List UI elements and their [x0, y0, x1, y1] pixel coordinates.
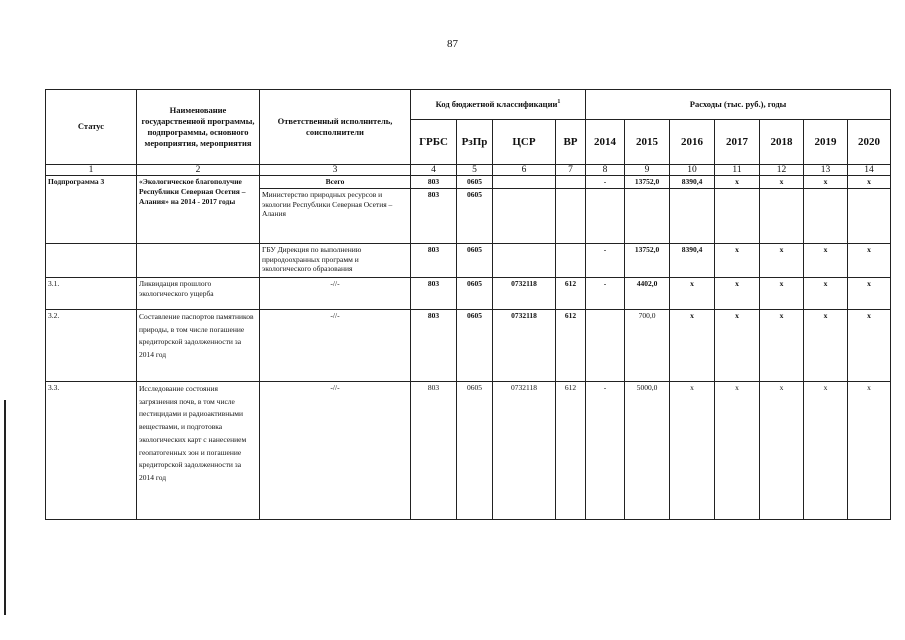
row-2014: - — [586, 176, 625, 189]
col-number: 2 — [137, 165, 260, 176]
row-executor: Министерство природных ресурсов и экологии Республики Северная Осетия – Алания — [260, 188, 411, 243]
budget-table — [45, 89, 891, 520]
row-2020: x — [848, 309, 891, 381]
row-2014 — [586, 309, 625, 381]
header-year: 2014 — [586, 120, 625, 165]
row-name — [137, 243, 260, 277]
col-number: 5 — [457, 165, 493, 176]
row-2017: x — [715, 309, 760, 381]
row-status: 3.2. — [46, 309, 137, 381]
row-2014: - — [586, 243, 625, 277]
column-number-row — [46, 165, 891, 176]
row-2014: - — [586, 277, 625, 309]
col-number: 14 — [848, 165, 891, 176]
row-rzpr: 0605 — [457, 277, 493, 309]
col-number: 3 — [260, 165, 411, 176]
header-budget-code-note: 1 — [557, 99, 561, 106]
row-rzpr: 0605 — [457, 309, 493, 381]
row-2015: 700,0 — [625, 309, 670, 381]
row-2014 — [586, 188, 625, 243]
row-2016: 8390,4 — [670, 176, 715, 189]
header-year: 2019 — [804, 120, 848, 165]
header-year: 2017 — [715, 120, 760, 165]
row-2018: x — [760, 381, 804, 519]
row-vr — [556, 243, 586, 277]
row-2014: - — [586, 381, 625, 519]
row-2016: x — [670, 381, 715, 519]
header-csr: ЦСР — [493, 120, 556, 165]
col-number: 8 — [586, 165, 625, 176]
row-csr — [493, 188, 556, 243]
row-vr: 612 — [556, 381, 586, 519]
header-year: 2015 — [625, 120, 670, 165]
col-number: 7 — [556, 165, 586, 176]
row-csr: 0732118 — [493, 309, 556, 381]
row-grbs: 803 — [411, 381, 457, 519]
header-executor: Ответственный исполнитель, соисполнители — [260, 90, 411, 165]
col-number: 6 — [493, 165, 556, 176]
row-2018: x — [760, 309, 804, 381]
row-2020: x — [848, 381, 891, 519]
row-name: «Экологическое благополучие Республики Северная Осетия – Алания» на 2014 - 2017 годы — [137, 176, 260, 244]
row-2018 — [760, 188, 804, 243]
row-2018: x — [760, 277, 804, 309]
row-2018: x — [760, 243, 804, 277]
row-rzpr: 0605 — [457, 188, 493, 243]
row-2019: x — [804, 277, 848, 309]
scan-margin-line — [4, 400, 6, 615]
header-expenses: Расходы (тыс. руб.), годы — [586, 90, 891, 120]
row-rzpr: 0605 — [457, 381, 493, 519]
col-number: 13 — [804, 165, 848, 176]
table-row — [46, 176, 891, 189]
row-2016: x — [670, 277, 715, 309]
row-grbs: 803 — [411, 188, 457, 243]
row-executor: -//- — [260, 309, 411, 381]
row-vr: 612 — [556, 309, 586, 381]
header-vr: ВР — [556, 120, 586, 165]
row-status: 3.1. — [46, 277, 137, 309]
row-vr — [556, 176, 586, 189]
row-2016: x — [670, 309, 715, 381]
row-2017 — [715, 188, 760, 243]
row-csr — [493, 176, 556, 189]
row-2017: x — [715, 381, 760, 519]
row-2015: 13752,0 — [625, 176, 670, 189]
table-row — [46, 381, 891, 519]
table-row — [46, 309, 891, 381]
col-number: 1 — [46, 165, 137, 176]
table-row — [46, 277, 891, 309]
header-year: 2016 — [670, 120, 715, 165]
col-number: 12 — [760, 165, 804, 176]
row-2015: 4402,0 — [625, 277, 670, 309]
row-name: Исследование состояния загрязнения почв, в том числе пестицидами и радиоактивными веществами, и подготовка экологических карт с нанесением геопатогенных зон и погашение кредиторской задолженности за 2014 год — [137, 381, 260, 519]
row-vr: 612 — [556, 277, 586, 309]
header-grbs: ГРБС — [411, 120, 457, 165]
table-row — [46, 243, 891, 277]
row-grbs: 803 — [411, 243, 457, 277]
row-2020 — [848, 188, 891, 243]
row-executor: ГБУ Дирекция по выполнению природоохранных программ и экологического образования — [260, 243, 411, 277]
row-name: Составление паспортов памятников природы, в том числе погашение кредиторской задолженности за 2014 год — [137, 309, 260, 381]
header-budget-code-label: Код бюджетной классификации — [435, 98, 558, 109]
col-number: 10 — [670, 165, 715, 176]
row-status: Подпрограмма 3 — [46, 176, 137, 244]
row-csr — [493, 243, 556, 277]
col-number: 11 — [715, 165, 760, 176]
row-2017: x — [715, 176, 760, 189]
row-2016: 8390,4 — [670, 243, 715, 277]
row-executor: Всего — [260, 176, 411, 189]
row-executor: -//- — [260, 277, 411, 309]
header-year: 2018 — [760, 120, 804, 165]
row-2019 — [804, 188, 848, 243]
row-2019: x — [804, 381, 848, 519]
row-2017: x — [715, 243, 760, 277]
row-name: Ликвидация прошлого экологического ущерба — [137, 277, 260, 309]
row-executor: -//- — [260, 381, 411, 519]
header-budget-code — [411, 90, 586, 120]
row-rzpr: 0605 — [457, 176, 493, 189]
header-rzpr: РзПр — [457, 120, 493, 165]
row-status — [46, 243, 137, 277]
row-grbs: 803 — [411, 277, 457, 309]
row-2018: x — [760, 176, 804, 189]
row-2019: x — [804, 243, 848, 277]
row-2020: x — [848, 243, 891, 277]
row-2015: 5000,0 — [625, 381, 670, 519]
row-2019: x — [804, 176, 848, 189]
row-grbs: 803 — [411, 176, 457, 189]
row-2020: x — [848, 277, 891, 309]
col-number: 9 — [625, 165, 670, 176]
row-vr — [556, 188, 586, 243]
col-number: 4 — [411, 165, 457, 176]
header-year: 2020 — [848, 120, 891, 165]
row-2019: x — [804, 309, 848, 381]
header-row-1 — [46, 90, 891, 120]
row-csr: 0732118 — [493, 381, 556, 519]
row-2020: x — [848, 176, 891, 189]
row-status: 3.3. — [46, 381, 137, 519]
row-csr: 0732118 — [493, 277, 556, 309]
row-rzpr: 0605 — [457, 243, 493, 277]
row-grbs: 803 — [411, 309, 457, 381]
header-name: Наименование государственной программы, подпрограммы, основного мероприятия, мероприятия — [137, 90, 260, 165]
row-2017: x — [715, 277, 760, 309]
page-number: 87 — [447, 38, 458, 50]
row-2015: 13752,0 — [625, 243, 670, 277]
row-2015 — [625, 188, 670, 243]
header-status: Статус — [46, 90, 137, 165]
row-2016 — [670, 188, 715, 243]
